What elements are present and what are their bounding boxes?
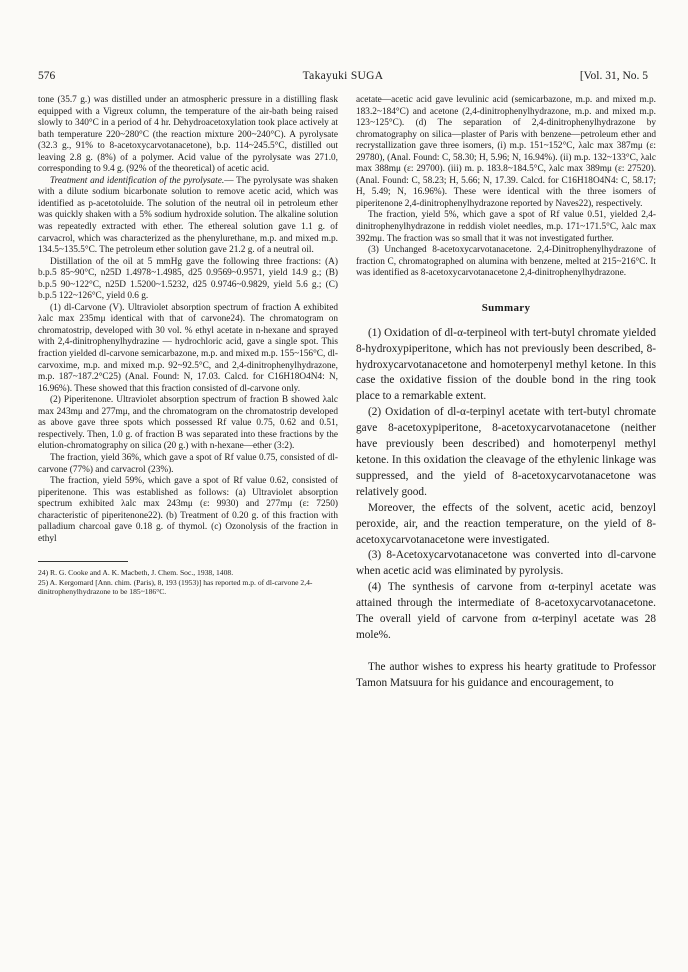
paragraph: The fraction, yield 59%, which gave a spot of Rf value 0.62, consisted of piperitenone. This was established as follows: (a) Ultraviolet absorption spectrum exhibited λalc max 243mμ (ε: 9930) and 277mμ (ε: 7250) characteristic of piperitenone22). (b) Treatment of 0.20 g. of this fraction with palladium charcoal gave 0.18 g. of thymol. (c) Ozonolysis of the fraction in ethyl — [38, 476, 338, 544]
acknowledgement: The author wishes to express his hearty gratitude to Professor Tamon Matsuura for his guidance and encouragement, to — [356, 660, 656, 689]
paragraph: acetate—acetic acid gave levulinic acid (semicarbazone, m.p. and mixed m.p. 183.2~184°C) and acetone (2,4-dinitrophenylhydrazone, m.p. and mixed m.p. 123~125°C). (d) The separation of 2,4-dinitrophenylhydrazone by chromatography on silica—plaster of Paris with benzene—petroleum ether and recrystallization gave three isomers, (i) m.p. 151~152°C, λalc max 387mμ (ε: 29780), (Anal. Found: C, 58.30; H, 5.96; N, 16.94%). (ii) m.p. 132~133°C, λalc max 388mμ (ε: 29700). (iii) m. p. 183.8~184.5°C, λalc max 389mμ (ε: 27520). (Anal. Found: C, 58.23; H, 5.66; N, 17.39. Calcd. for C16H18O4N4: C, 58.17; H, 5.49; N, 16.96%). These were identical with the three isomers of piperitenone 2,4-dinitrophenylhydrazone reported by Naves22), respectively. — [356, 95, 656, 209]
right-column — [356, 95, 656, 692]
paragraph: tone (35.7 g.) was distilled under an atmospheric pressure in a distilling flask equipped with a Vigreux column, the temperature of the air-bath being raised slowly to 340°C in a period of 4 hr. Dehydroacetoxylation took place actively at bath temperature 220~280°C (the reaction mixture 200~240°C). A pyrolysate (32.3 g., 91% to 8-acetoxycarvotanacetone), b.p. 114~245.5°C, distilled out leaving 2.8 g. (8%) of a polymer. Acid value of the pyrolysate was 271.0, corresponding to 9.4 g. (92% of the theoretical) of acetic acid. — [38, 95, 338, 175]
left-column — [38, 95, 338, 597]
page-number: 576 — [38, 70, 56, 82]
footnote: 25) A. Kergomard [Ann. chim. (Paris), 8, 193 (1953)] has reported m.p. of dl-carvone 2,4-dinitrophenylhydrazone to be 185~186°C. — [38, 577, 313, 597]
footnote-divider — [38, 561, 128, 562]
paragraph: (1) dl-Carvone (V). Ultraviolet absorption spectrum of fraction A exhibited λalc max 235mμ identical with that of carvone24). The chromatogram on chromatostrip, developed with 30 vol. % ethyl acetate in n-hexane and sprayed with 2,4-dinitrophenylhydrazine — hydrochloric acid, gave a single spot. This fraction yielded dl-carvone semicarbazone, m.p. and mixed m.p. 155~156°C, dl-carvoxime, m.p. and mixed m.p. 92~92.5°C, and 2,4-dinitrophenylhydrazone, m.p. 187~187.2°C25) (Anal. Found: N, 17.03. Calcd. for C16H18O4N4: N, 16.96%). These showed that this fraction consisted of dl-carvone only. — [38, 302, 338, 394]
paragraph: The fraction, yield 5%, which gave a spot of Rf value 0.51, yielded 2,4-dinitrophenylhydrazone in reddish violet needles, m.p. 171~171.5°C, λalc max 392mμ. The fraction was so small that it was not investigated further. — [356, 210, 656, 244]
summary-item: Moreover, the effects of the solvent, acetic acid, benzoyl peroxide, air, and the reaction temperature, on the yield of 8-acetoxycarvotanacetone were investigated. — [356, 501, 656, 546]
running-author: Takayuki SUGA — [302, 70, 384, 82]
section-title: Treatment and identification of the pyrolysate. — [50, 175, 225, 186]
paragraph — [38, 176, 338, 257]
summary-item: (1) Oxidation of dl-α-terpineol with tert-butyl chromate yielded 8-hydroxypiperitone, which has not previously been described, 8-hydroxycarvotanacetone and homoterpenyl methyl ketone. In this case the oxidative fission of the double bond in the ring took place to a remarkable extent. — [356, 326, 656, 403]
summary-heading: Summary — [481, 301, 531, 314]
paragraph: The fraction, yield 36%, which gave a spot of Rf value 0.75, consisted of dl-carvone (77%) and carvacrol (23%). — [38, 452, 338, 475]
summary-item: (3) 8-Acetoxycarvotanacetone was converted into dl-carvone when acetic acid was eliminated by pyrolysis. — [356, 549, 656, 578]
summary-item: (2) Oxidation of dl-α-terpinyl acetate with tert-butyl chromate gave 8-acetoxypiperitone, 8-acetoxycarvotanacetone (neither have previously been described) and homoterpenyl methyl ketone. In this oxidation the cleavage of the ethylenic linkage was suppressed, and the yield of 8-acetoxycarvotanacetone was relatively good. — [356, 406, 656, 498]
paragraph-text: — The pyrolysate was shaken with a dilute sodium bicarbonate solution to remove acetic acid, which was identified as p-acetotoluide. The solution of the neutral oil in petroleum ether was quickly shaken with a 5% sodium hydroxide solution. The alkaline solution was repeatedly extracted with ether. The ethereal solution gave 1.1 g. of carvacrol, which was characterized as the phenylurethane, m.p. and mixed m.p. 134.5~135.5°C. The petroleum ether solution gave 21.2 g. of a neutral oil. — [38, 175, 339, 256]
page-header — [38, 70, 648, 86]
summary-item: (4) The synthesis of carvone from α-terpinyl acetate was attained through the intermediate of 8-acetoxycarvotanacetone. The overall yield of carvone from α-terpinyl acetate was 28 mole%. — [356, 581, 656, 641]
footnote: 24) R. G. Cooke and A. K. Macbeth, J. Chem. Soc., 1938, 1408. — [38, 568, 234, 578]
paragraph: (3) Unchanged 8-acetoxycarvotanacetone. 2,4-Dinitrophenylhydrazone of fraction C, chromatographed on alumina with benzene, melted at 215~216°C. It was identified as 8-acetoxycarvotanacetone 2,4-dinitrophenylhydrazone. — [356, 245, 656, 279]
paragraph: Distillation of the oil at 5 mmHg gave the following three fractions: (A) b.p.5 85~90°C, n25D 1.4978~1.4985, d25 0.9569~0.9571, yield 14.9 g.; (B) b.p.5 90~122°C, n25D 1.5200~1.5232, d25 0.9746~0.9829, yield 5.6 g.; (C) b.p.5 122~126°C, yield 0.6 g. — [38, 256, 338, 302]
volume-info: [Vol. 31, No. 5 — [579, 70, 648, 82]
paragraph: (2) Piperitenone. Ultraviolet absorption spectrum of fraction B showed λalc max 243mμ and 277mμ, and the chromatogram on the chromatostrip developed as above gave three spots which possessed Rf value 0.75, 0.62 and 0.51, respectively. Then, 1.0 g. of fraction B was separated into these fractions by the elution-chromatography on silica (20 g.) with n-hexane—ether (3:2). — [38, 395, 338, 452]
